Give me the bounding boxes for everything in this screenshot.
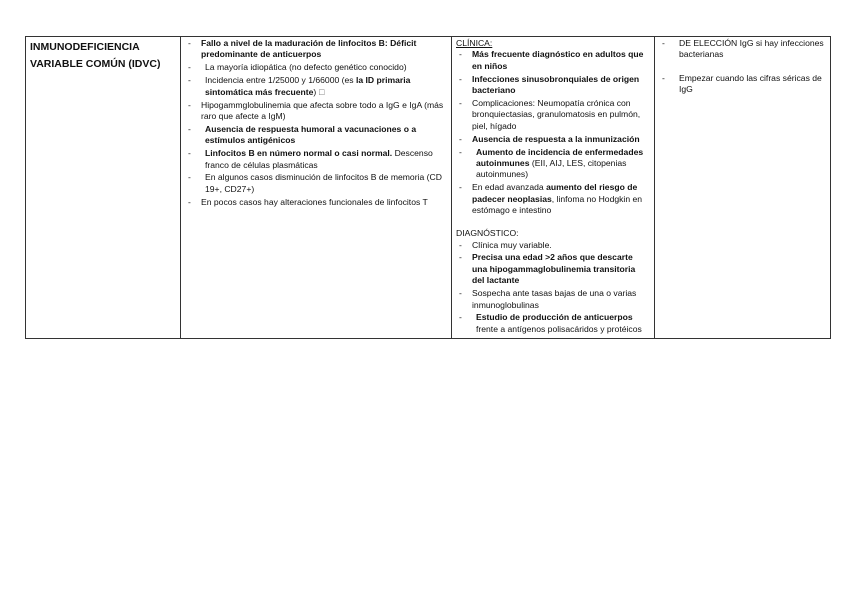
- features-list: [185, 38, 447, 208]
- list-item: - DE ELECCIÓN IgG si hay infecciones bacterianas: [659, 38, 826, 61]
- clinica-list: [456, 49, 650, 216]
- list-item: - Estudio de producción de anticuerpos frente a antígenos polisacáridos y protéicos: [456, 312, 650, 335]
- list-item: - Infecciones sinusobronquiales de origen bacteriano: [456, 74, 650, 97]
- list-item: - La mayoría idiopática (no defecto genético conocido): [185, 62, 447, 73]
- list-item: - Sospecha ante tasas bajas de una o varias inmunoglobulinas: [456, 288, 650, 311]
- diagnostico-list: [456, 240, 650, 336]
- list-item: - En edad avanzada aumento del riesgo de padecer neoplasias, linfoma no Hodgkin en estómago e intestino: [456, 182, 650, 216]
- treatment-cell: [655, 37, 831, 339]
- table-row: [26, 37, 831, 339]
- clinica-heading: CLÍNICA:: [456, 38, 493, 48]
- list-item: - Ausencia de respuesta humoral a vacunaciones o a estímulos antigénicos: [185, 124, 447, 147]
- list-item: - Más frecuente diagnóstico en adultos que en niños: [456, 49, 650, 72]
- list-item: - Precisa una edad >2 años que descarte una hipogammaglobulinemia transitoria del lactante: [456, 252, 650, 286]
- list-item: - Complicaciones: Neumopatía crónica con bronquiectasias, granulomatosis en pulmón, piel, hígado: [456, 98, 650, 132]
- features-cell: [181, 37, 452, 339]
- clinical-cell: [452, 37, 655, 339]
- list-item: - En pocos casos hay alteraciones funcionales de linfocitos T: [185, 197, 447, 208]
- list-item: - Linfocitos B en número normal o casi normal. Descenso franco de células plasmáticas: [185, 148, 447, 171]
- list-item: - Fallo a nivel de la maduración de linfocitos B: Déficit predominante de anticuerpos: [185, 38, 447, 61]
- disease-name-cell: [26, 37, 181, 339]
- list-item: - Clínica muy variable.: [456, 240, 650, 251]
- list-item: - Incidencia entre 1/25000 y 1/66000 (es la ID primaria sintomática más frecuente) 🗆: [185, 75, 447, 98]
- list-item: - En algunos casos disminución de linfocitos B de memoria (CD 19+, CD27+): [185, 172, 447, 195]
- disease-table: [25, 36, 831, 339]
- list-item: - Aumento de incidencia de enfermedades autoinmunes (EII, AIJ, LES, citopenias autoinmunes): [456, 147, 650, 181]
- list-item: - Empezar cuando las cifras séricas de IgG: [659, 73, 826, 96]
- diagnostico-heading: DIAGNÓSTICO:: [456, 228, 519, 239]
- treatment-list: [659, 38, 826, 96]
- list-item: - Hipogammglobulinemia que afecta sobre todo a IgG e IgA (más raro que afecte a IgM): [185, 100, 447, 123]
- list-item: - Ausencia de respuesta a la inmunización: [456, 134, 650, 145]
- disease-title: INMUNODEFICIENCIA VARIABLE COMÚN (IDVC): [30, 41, 161, 70]
